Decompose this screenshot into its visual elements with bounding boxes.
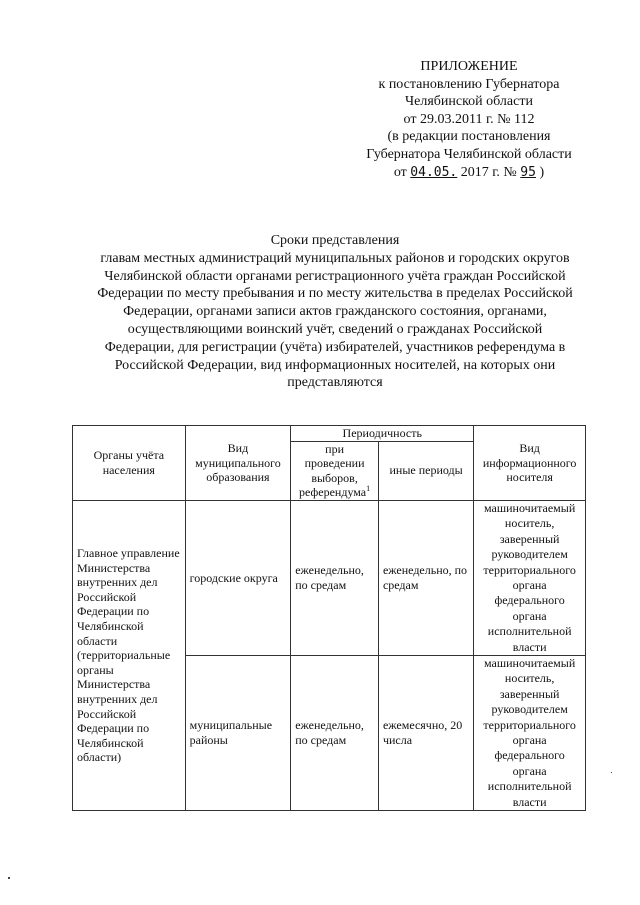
scan-speck [611, 772, 612, 773]
header-kind: Вид муниципального образования [185, 426, 291, 501]
title-line: главам местных администраций муниципальных районов и городских округов [100, 250, 570, 266]
kind-cell: городские округа [185, 500, 291, 655]
submission-schedule-table [72, 425, 586, 811]
table-row [73, 500, 586, 655]
title-line: осуществляющими воинский учёт, сведений о гражданах Российской [127, 321, 543, 337]
header-line-edition: (в редакции постановления [387, 129, 551, 145]
title-line: Федерации, органами записи актов гражданского состояния, органами, [123, 304, 547, 320]
header-line-amendment [360, 164, 578, 182]
table-header-row [73, 426, 586, 442]
elections-cell: еженедельно, по средам [291, 500, 379, 655]
kind-cell: муниципальные районы [185, 656, 291, 811]
org-name-cell: Главное управление Министерства внутренних дел Российской Федерации по Челябинской области (территориальные органы Министерства внутренних дел Российской Федерации по Челябинской области) [73, 500, 186, 810]
header-line-appendix: ПРИЛОЖЕНИЕ [420, 59, 518, 74]
elections-cell: еженедельно, по средам [291, 656, 379, 811]
footnote-marker: 1 [366, 484, 371, 494]
header-line-date: от 29.03.2011 г. № 112 [403, 111, 535, 127]
header-media: Вид информационного носителя [474, 426, 586, 501]
header-elections [291, 441, 379, 500]
scan-speck [8, 877, 10, 879]
title-line: Федерации по месту пребывания и по месту жительства в пределах Российской [97, 286, 573, 302]
header-line-region: Челябинской области [405, 94, 533, 110]
amendment-suffix: ) [535, 164, 545, 180]
amendment-year-number-label: 2017 г. № [457, 164, 521, 180]
header-other-periods: иные периоды [378, 441, 473, 500]
header-line-decree: к постановлению Губернатора [378, 76, 560, 92]
media-cell: машиночитаемый носитель, заверенный руководителем территориального органа федерального органа исполнительной власти [474, 656, 586, 811]
other-periods-cell: еженедельно, по средам [378, 500, 473, 655]
header-line-governor: Губернатора Челябинской области [366, 146, 572, 162]
title-line: Российской Федерации, вид информационных носителей, на которых они [114, 357, 556, 373]
amendment-date-prefix: от [393, 164, 411, 180]
title-line: представляются [287, 375, 383, 391]
amendment-date-value: 04.05. [410, 164, 458, 180]
media-cell: машиночитаемый носитель, заверенный руководителем территориального органа федерального органа исполнительной власти [474, 500, 586, 655]
header-elections-label: при проведении выборов, референдума [299, 441, 367, 500]
amendment-number-value: 95 [520, 164, 536, 180]
approval-header [360, 58, 578, 181]
header-org: Органы учёта населения [73, 426, 186, 501]
title-line: Сроки представления [270, 233, 400, 248]
title-line: Челябинской области органами регистрационного учёта граждан Российской [104, 268, 566, 284]
other-periods-cell: ежемесячно, 20 числа [378, 656, 473, 811]
title-line: Федерации, для регистрации (учёта) избирателей, участников референдума в [104, 339, 566, 355]
document-title [70, 232, 600, 392]
header-periodicity: Периодичность [291, 426, 474, 442]
